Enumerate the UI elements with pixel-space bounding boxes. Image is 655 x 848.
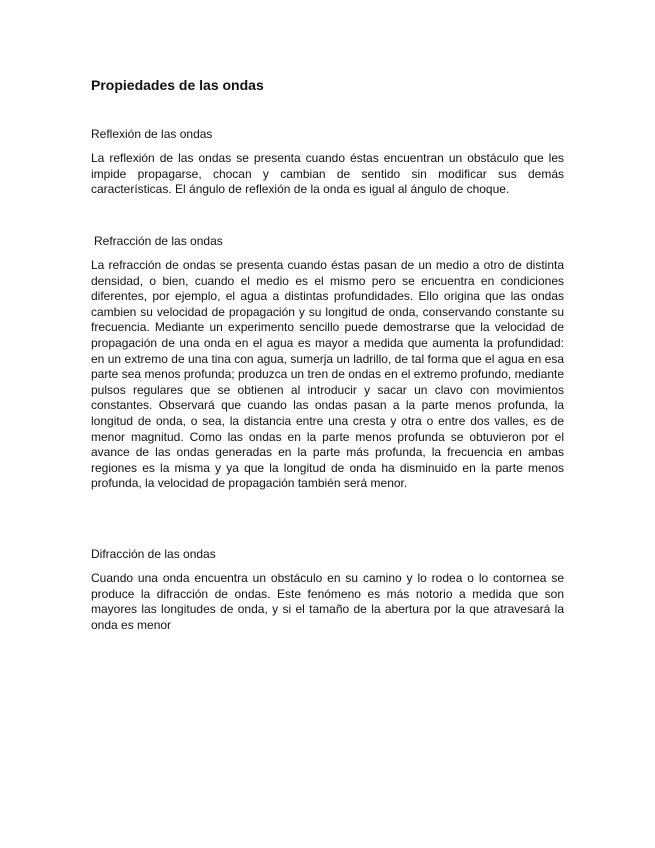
page-title: Propiedades de las ondas (91, 77, 264, 93)
section-heading-difraccion: Difracción de las ondas (91, 547, 216, 561)
section-body-reflexion: La reflexión de las ondas se presenta cuando éstas encuentran un obstáculo que les impide propagarse, chocan y cambian de sentido sin modificar sus demás características. El ángulo de reflexión de la onda es igual al ángulo de choque. (91, 151, 564, 197)
section-body-refraccion: La refracción de ondas se presenta cuando éstas pasan de un medio a otro de distinta densidad, o bien, cuando el medio es el mismo pero se encuentra en condiciones diferentes, por ejemplo, el agua a distintas profundidades. Ello origina que las ondas cambien su velocidad de propagación y su longitud de onda, conservando constante su frecuencia. Mediante un experimento sencillo puede demostrarse que la velocidad de propagación de una onda en el agua es mayor a medida que aumenta la profundidad: en un extremo de una tina con agua, sumerja un ladrillo, de tal forma que el agua en esa parte sea menos profunda; produzca un tren de ondas en el extremo profundo, mediante pulsos regulares que se obtienen al introducir y sacar un clavo con movimientos constantes. Observará que cuando las ondas pasan a la parte menos profunda, la longitud de onda, o sea, la distancia entre una cresta y otra o entre dos valles, es de menor magnitud. Como las ondas en la parte menos profunda se obtuvieron por el avance de las ondas generadas en la parte más profunda, la frecuencia en ambas regiones es la misma y ya que la longitud de onda ha disminuido en la parte menos profunda, la velocidad de propagación también será menor. (91, 258, 564, 491)
section-body-difraccion: Cuando una onda encuentra un obstáculo en su camino y lo rodea o lo contornea se produce la difracción de ondas. Este fenómeno es más notorio a medida que son mayores las longitudes de onda, y si el tamaño de la abertura por la que atravesará la onda es menor (91, 571, 564, 632)
section-heading-refraccion: Refracción de las ondas (94, 234, 223, 248)
section-heading-reflexion: Reflexión de las ondas (91, 127, 213, 141)
